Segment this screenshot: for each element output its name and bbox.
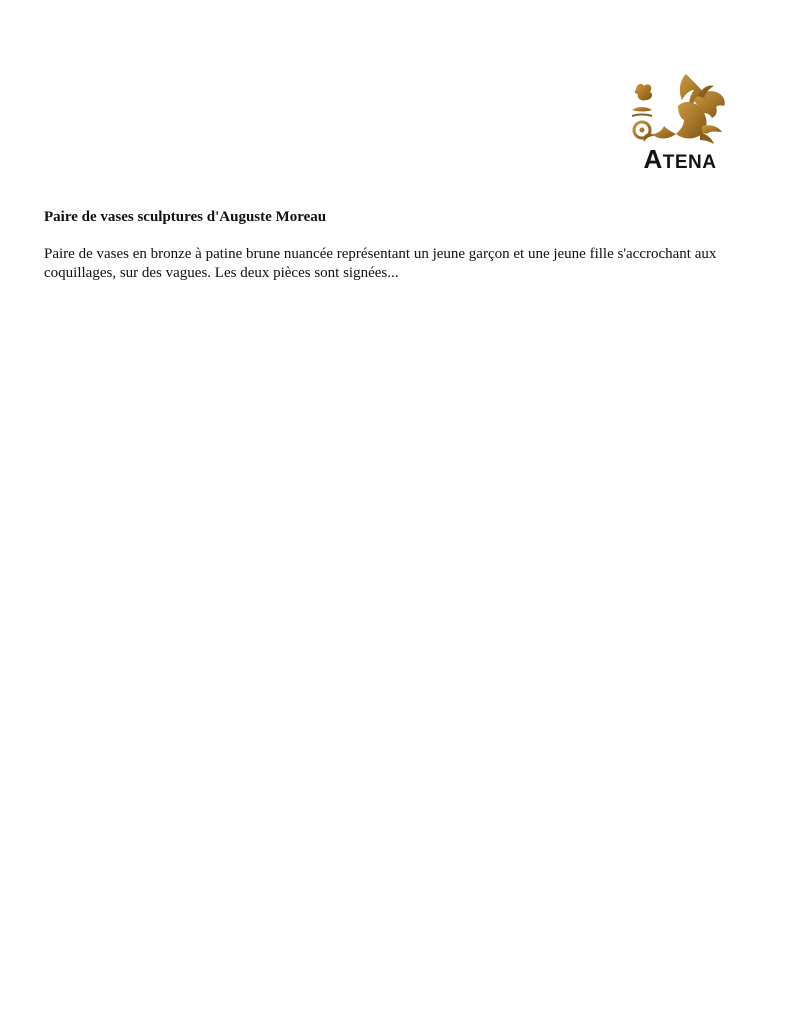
article-title: Paire de vases sculptures d'Auguste Moreau [44, 209, 327, 225]
article-description: Paire de vases en bronze à patine brune nuancée représentant un jeune garçon et une jeune fille s'accrochant aux coquillages, sur des vagues. Les deux pièces sont signées... [44, 246, 717, 281]
atena-logo [628, 70, 732, 176]
winged-seahorse-icon [628, 70, 732, 146]
logo-wordmark: ATENA [643, 144, 717, 174]
